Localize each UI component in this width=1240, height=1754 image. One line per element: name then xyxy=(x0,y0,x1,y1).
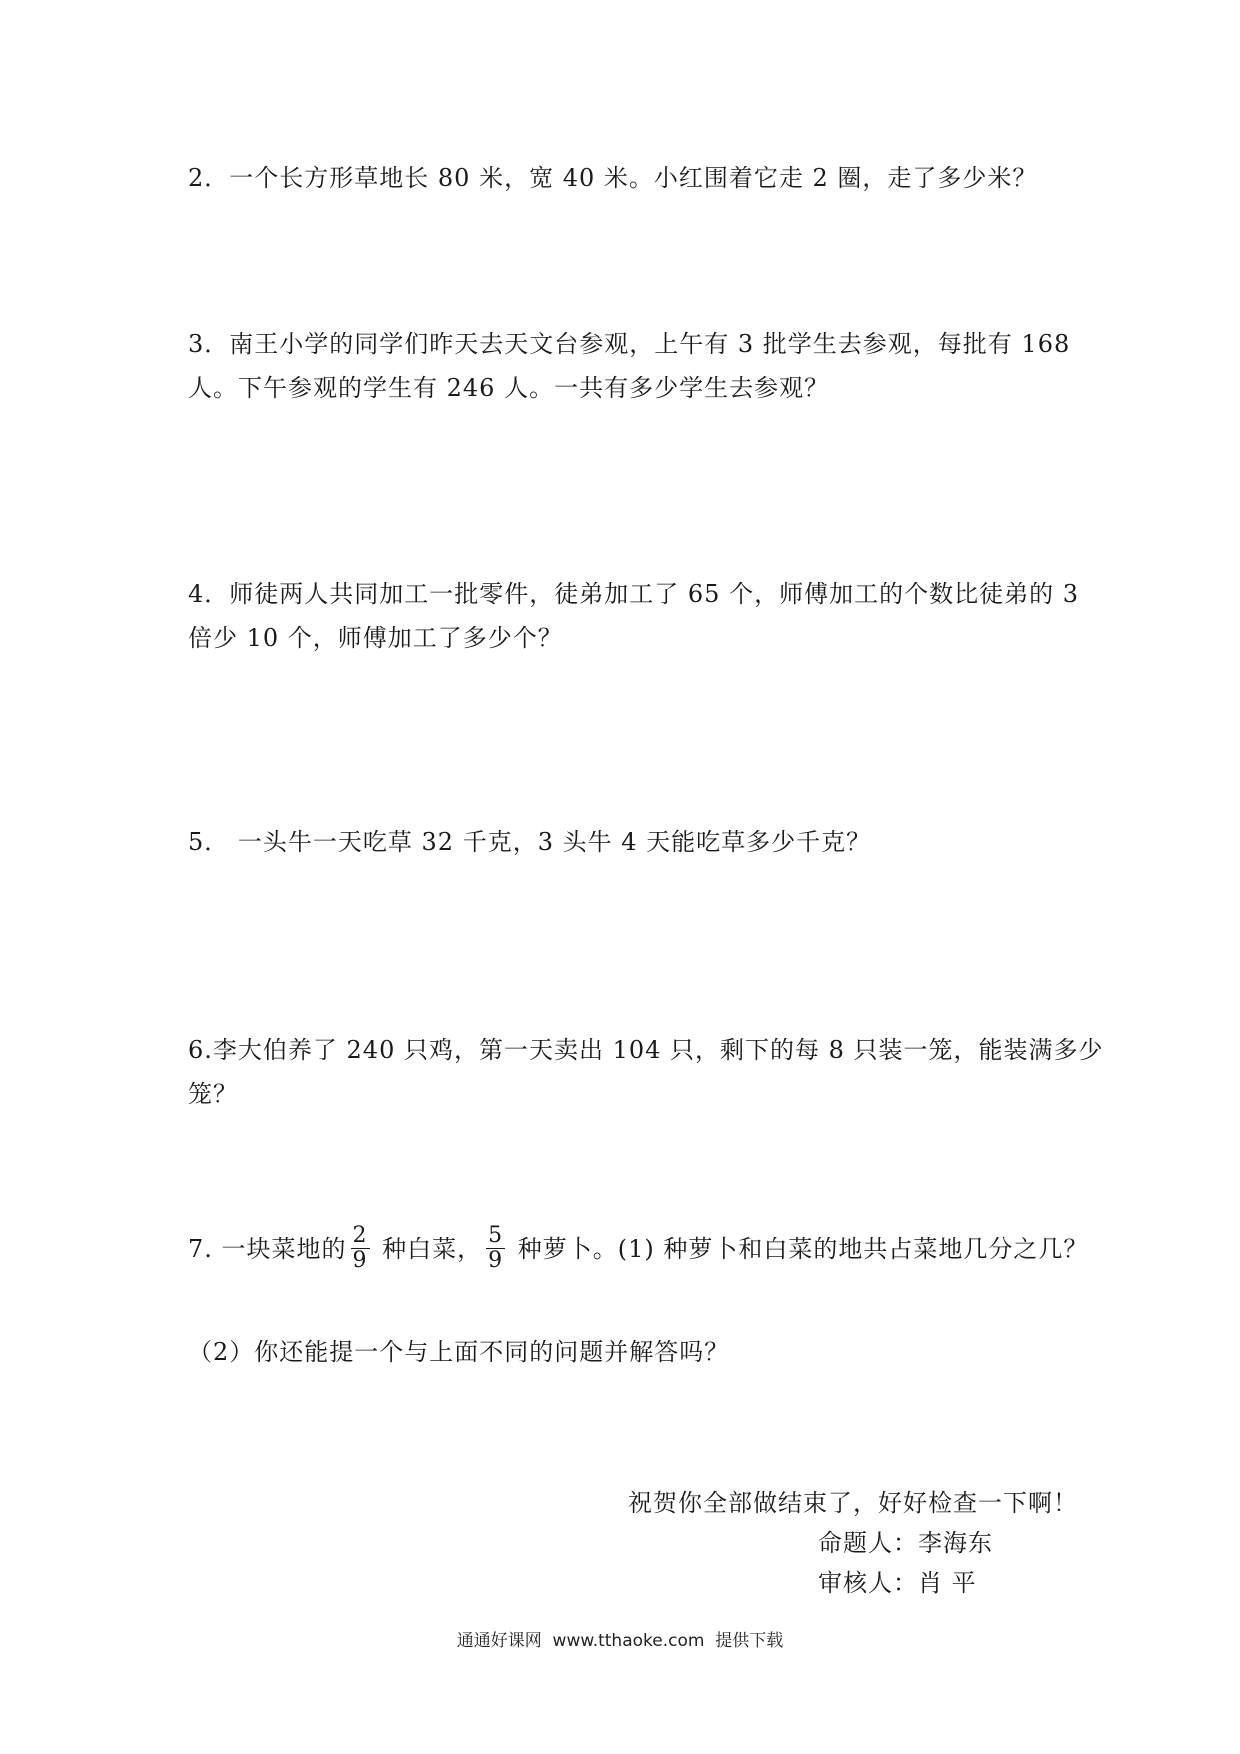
problem-7-prefix: 7. 一块菜地的 xyxy=(188,1235,347,1263)
problem-3 xyxy=(188,322,1071,410)
problem-4-line-1: 4．师徒两人共同加工一批零件，徒弟加工了 65 个，师傅加工的个数比徒弟的 3 xyxy=(188,580,1079,608)
problem-7-part-2-text: （2）你还能提一个与上面不同的问题并解答吗？ xyxy=(188,1338,730,1366)
reviewer-credit: 审核人：肖 平 xyxy=(818,1569,977,1597)
problem-4 xyxy=(188,572,1079,660)
problem-5-line-1: 5． 一头牛一天吃草 32 千克，3 头牛 4 天能吃草多少千克？ xyxy=(188,828,872,856)
problem-4-line-2: 倍少 10 个，师傅加工了多少个？ xyxy=(188,624,563,652)
fraction-2-numerator: 5 xyxy=(488,1223,504,1248)
problem-7-line-1 xyxy=(188,1223,1089,1275)
problem-5 xyxy=(188,820,1068,864)
problem-3-line-1: 3．南王小学的同学们昨天去天文台参观，上午有 3 批学生去参观，每批有 168 xyxy=(188,330,1071,358)
setter-credit: 命题人：李海东 xyxy=(818,1529,993,1557)
problem-6-line-2: 笼？ xyxy=(188,1080,238,1108)
fraction-1-denominator: 9 xyxy=(352,1248,368,1273)
problem-6-line-1: 6.李大伯养了 240 只鸡，第一天卖出 104 只，剩下的每 8 只装一笼，能装满多少 xyxy=(188,1036,1104,1064)
problem-7-part-2 xyxy=(188,1330,1068,1374)
footer-source: 通通好课网 www.tthaoke.com 提供下载 xyxy=(456,1631,784,1651)
problem-2-line-1: 2．一个长方形草地长 80 米，宽 40 米。小红围着它走 2 圈，走了多少米？ xyxy=(188,164,1038,192)
closing-message: 祝贺你全部做结束了，好好检查一下啊！ xyxy=(628,1489,1078,1517)
problem-3-line-2: 人。下午参观的学生有 246 人。一共有多少学生去参观？ xyxy=(188,374,830,402)
fraction-five-ninths xyxy=(486,1224,505,1273)
problem-6 xyxy=(188,1028,1104,1116)
fraction-2-denominator: 9 xyxy=(488,1248,504,1273)
problem-7 xyxy=(188,1223,1089,1275)
fraction-two-ninths xyxy=(351,1224,370,1273)
problem-7-suffix: 种萝卜。(1) 种萝卜和白菜的地共占菜地几分之几？ xyxy=(509,1235,1089,1263)
problem-7-mid: 种白菜， xyxy=(373,1235,483,1263)
fraction-1-numerator: 2 xyxy=(352,1223,368,1248)
problem-2 xyxy=(188,156,1068,200)
